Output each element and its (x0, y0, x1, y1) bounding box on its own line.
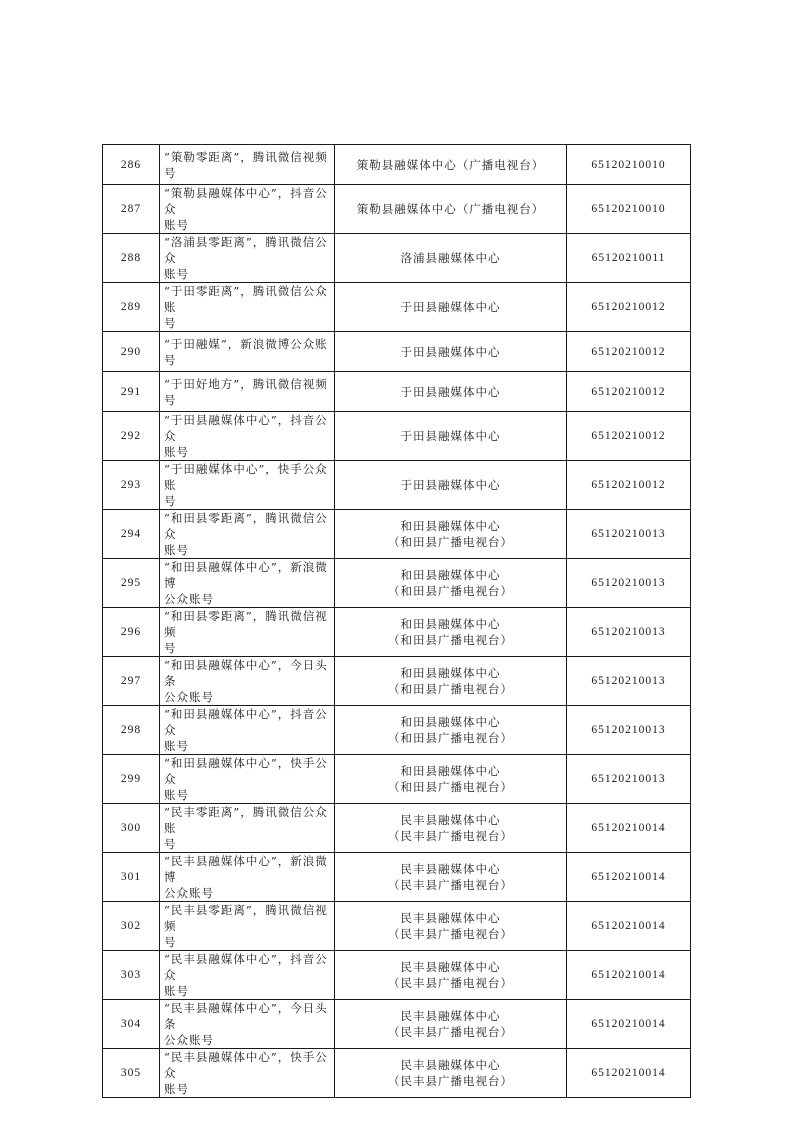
organization-cell-text: 于田县融媒体中心 (400, 429, 501, 443)
account-name-cell (160, 902, 335, 951)
account-name-cell-text: “洛浦县零距离”，腾讯微信公众 账号 (164, 235, 328, 281)
organization-cell (335, 234, 567, 283)
row-number-cell-text: 303 (120, 969, 142, 981)
account-name-cell (160, 332, 335, 372)
organization-cell-text: 策勒县融媒体中心（广播电视台） (356, 157, 545, 172)
account-name-cell (160, 804, 335, 853)
table-row (103, 559, 691, 608)
organization-cell (335, 185, 567, 234)
organization-cell-text: 民丰县融媒体中心 （民丰县广播电视台） (388, 911, 513, 941)
table-row (103, 1049, 691, 1098)
organization-cell-text: 洛浦县融媒体中心 (400, 251, 501, 265)
row-number-cell (103, 412, 160, 461)
table-row (103, 657, 691, 706)
row-number-cell (103, 657, 160, 706)
account-name-cell-text: “民丰县融媒体中心”，抖音公众 账号 (164, 952, 328, 998)
account-name-cell (160, 1000, 335, 1049)
organization-cell-text: 和田县融媒体中心 （和田县广播电视台） (388, 666, 513, 696)
license-code-cell-text: 65120210010 (591, 203, 666, 215)
organization-cell-text: 和田县融媒体中心 （和田县广播电视台） (388, 617, 513, 647)
license-code-cell (567, 657, 691, 706)
row-number-cell-text: 288 (120, 252, 142, 264)
table-row (103, 145, 691, 185)
table-row (103, 804, 691, 853)
organization-cell (335, 902, 567, 951)
row-number-cell-text: 297 (120, 675, 142, 687)
row-number-cell-text: 301 (120, 871, 142, 883)
organization-cell-text: 于田县融媒体中心 (400, 478, 501, 492)
row-number-cell (103, 332, 160, 372)
account-name-cell (160, 706, 335, 755)
license-code-cell-text: 65120210010 (591, 158, 666, 171)
registry-table-body (103, 145, 691, 1098)
account-name-cell (160, 657, 335, 706)
row-number-cell (103, 1049, 160, 1098)
license-code-cell-text: 65120210013 (591, 626, 666, 638)
license-code-cell-text: 65120210012 (591, 301, 666, 313)
license-code-cell-text: 65120210014 (591, 871, 666, 883)
row-number-cell (103, 185, 160, 234)
row-number-cell-text: 294 (120, 528, 142, 540)
license-code-cell (567, 608, 691, 657)
row-number-cell (103, 853, 160, 902)
organization-cell (335, 804, 567, 853)
account-name-cell (160, 608, 335, 657)
license-code-cell (567, 461, 691, 510)
account-name-cell (160, 185, 335, 234)
organization-cell (335, 706, 567, 755)
license-code-cell-text: 65120210013 (591, 528, 666, 540)
row-number-cell-text: 291 (120, 385, 142, 398)
table-row (103, 510, 691, 559)
table-row (103, 902, 691, 951)
row-number-cell-text: 296 (120, 626, 142, 638)
row-number-cell (103, 145, 160, 185)
organization-cell (335, 372, 567, 412)
row-number-cell (103, 755, 160, 804)
account-name-cell-text: “和田县融媒体中心”，今日头条 公众账号 (164, 658, 328, 704)
row-number-cell-text: 287 (120, 203, 142, 215)
row-number-cell (103, 804, 160, 853)
license-code-cell (567, 412, 691, 461)
license-code-cell-text: 65120210012 (591, 479, 666, 491)
organization-cell-text: 民丰县融媒体中心 （民丰县广播电视台） (388, 960, 513, 990)
row-number-cell-text: 300 (120, 822, 142, 834)
license-code-cell-text: 65120210011 (591, 252, 666, 264)
license-code-cell-text: 65120210014 (591, 920, 666, 932)
organization-cell-text: 民丰县融媒体中心 （民丰县广播电视台） (388, 862, 513, 892)
organization-cell (335, 510, 567, 559)
row-number-cell (103, 510, 160, 559)
table-row (103, 608, 691, 657)
license-code-cell (567, 1000, 691, 1049)
organization-cell (335, 283, 567, 332)
account-name-cell-text: “民丰县融媒体中心”，快手公众 账号 (164, 1050, 328, 1096)
organization-cell (335, 559, 567, 608)
account-name-cell-text: “策勒县融媒体中心”，抖音公众 账号 (164, 186, 328, 232)
organization-cell (335, 461, 567, 510)
license-code-cell (567, 559, 691, 608)
account-name-cell-text: “于田县融媒体中心”，抖音公众 账号 (164, 413, 328, 459)
license-code-cell-text: 65120210014 (591, 822, 666, 834)
license-code-cell (567, 372, 691, 412)
account-name-cell-text: “民丰县零距离”，腾讯微信视频 号 (164, 903, 328, 949)
organization-cell-text: 民丰县融媒体中心 （民丰县广播电视台） (388, 1058, 513, 1088)
table-row (103, 755, 691, 804)
table-row (103, 706, 691, 755)
license-code-cell (567, 145, 691, 185)
organization-cell-text: 策勒县融媒体中心（广播电视台） (356, 202, 545, 216)
account-name-cell-text: “民丰县融媒体中心”，今日头条 公众账号 (164, 1001, 328, 1047)
organization-cell-text: 和田县融媒体中心 （和田县广播电视台） (388, 519, 513, 549)
table-row (103, 185, 691, 234)
table-row (103, 283, 691, 332)
table-row (103, 332, 691, 372)
organization-cell (335, 657, 567, 706)
license-code-cell-text: 65120210014 (591, 969, 666, 981)
license-code-cell (567, 804, 691, 853)
organization-cell (335, 412, 567, 461)
organization-cell-text: 和田县融媒体中心 （和田县广播电视台） (388, 568, 513, 598)
row-number-cell-text: 302 (120, 920, 142, 932)
organization-cell (335, 332, 567, 372)
organization-cell (335, 1000, 567, 1049)
account-name-cell (160, 853, 335, 902)
account-name-cell (160, 1049, 335, 1098)
license-code-cell-text: 65120210012 (591, 345, 666, 358)
license-code-cell (567, 332, 691, 372)
organization-cell-text: 和田县融媒体中心 （和田县广播电视台） (388, 715, 513, 745)
license-code-cell-text: 65120210013 (591, 675, 666, 687)
account-name-cell-text: “于田零距离”，腾讯微信公众账 号 (164, 284, 328, 330)
row-number-cell-text: 299 (120, 773, 142, 785)
license-code-cell-text: 65120210014 (591, 1018, 666, 1030)
row-number-cell (103, 951, 160, 1000)
license-code-cell (567, 706, 691, 755)
organization-cell-text: 民丰县融媒体中心 （民丰县广播电视台） (388, 813, 513, 843)
account-name-cell-text: “和田县零距离”，腾讯微信公众 账号 (164, 511, 328, 557)
table-row (103, 372, 691, 412)
license-code-cell (567, 902, 691, 951)
table-row (103, 1000, 691, 1049)
organization-cell (335, 853, 567, 902)
license-code-cell-text: 65120210012 (591, 430, 666, 442)
account-name-cell-text: “和田县融媒体中心”，抖音公众 账号 (164, 707, 328, 753)
organization-cell-text: 民丰县融媒体中心 （民丰县广播电视台） (388, 1009, 513, 1039)
license-code-cell (567, 185, 691, 234)
table-row (103, 234, 691, 283)
row-number-cell-text: 289 (120, 301, 142, 313)
account-name-cell-text: “策勒零距离”，腾讯微信视频号 (164, 149, 328, 180)
organization-cell (335, 608, 567, 657)
row-number-cell (103, 902, 160, 951)
row-number-cell (103, 461, 160, 510)
row-number-cell (103, 559, 160, 608)
row-number-cell (103, 706, 160, 755)
row-number-cell (103, 372, 160, 412)
license-code-cell (567, 1049, 691, 1098)
license-code-cell-text: 65120210013 (591, 577, 666, 589)
row-number-cell (103, 283, 160, 332)
row-number-cell-text: 290 (120, 345, 142, 358)
account-name-cell-text: “民丰县融媒体中心”，新浪微博 公众账号 (164, 854, 328, 900)
account-name-cell-text: “于田好地方”，腾讯微信视频号 (164, 376, 328, 407)
row-number-cell-text: 298 (120, 724, 142, 736)
account-name-cell (160, 234, 335, 283)
organization-cell-text: 于田县融媒体中心 (400, 344, 501, 359)
account-name-cell-text: “和田县融媒体中心”，快手公众 账号 (164, 756, 328, 802)
license-code-cell-text: 65120210014 (591, 1067, 666, 1079)
organization-cell (335, 951, 567, 1000)
license-code-cell-text: 65120210013 (591, 773, 666, 785)
account-name-cell-text: “于田融媒”，新浪微博公众账号 (164, 336, 328, 367)
account-name-cell-text: “和田县零距离”，腾讯微信视频 号 (164, 609, 328, 655)
row-number-cell (103, 608, 160, 657)
license-code-cell (567, 510, 691, 559)
account-name-cell (160, 145, 335, 185)
license-code-cell (567, 283, 691, 332)
account-name-cell (160, 559, 335, 608)
license-code-cell (567, 234, 691, 283)
row-number-cell-text: 286 (120, 158, 142, 171)
account-name-cell-text: “民丰零距离”，腾讯微信公众账 号 (164, 805, 328, 851)
license-code-cell-text: 65120210012 (591, 385, 666, 398)
organization-cell (335, 145, 567, 185)
row-number-cell-text: 293 (120, 479, 142, 491)
organization-cell-text: 和田县融媒体中心 （和田县广播电视台） (388, 764, 513, 794)
table-row (103, 853, 691, 902)
row-number-cell-text: 305 (120, 1067, 142, 1079)
account-name-cell (160, 510, 335, 559)
organization-cell-text: 于田县融媒体中心 (400, 300, 501, 314)
organization-cell (335, 1049, 567, 1098)
row-number-cell-text: 304 (120, 1018, 142, 1030)
account-name-cell (160, 372, 335, 412)
license-code-cell-text: 65120210013 (591, 724, 666, 736)
account-name-cell (160, 283, 335, 332)
license-code-cell (567, 951, 691, 1000)
account-name-cell (160, 412, 335, 461)
row-number-cell (103, 234, 160, 283)
license-code-cell (567, 853, 691, 902)
row-number-cell-text: 295 (120, 577, 142, 589)
account-name-cell-text: “和田县融媒体中心”，新浪微博 公众账号 (164, 560, 328, 606)
row-number-cell-text: 292 (120, 430, 142, 442)
account-name-cell (160, 755, 335, 804)
account-name-cell (160, 461, 335, 510)
account-name-cell (160, 951, 335, 1000)
account-name-cell-text: “于田融媒体中心”，快手公众账 号 (164, 462, 328, 508)
registry-table (102, 144, 691, 1098)
organization-cell (335, 755, 567, 804)
table-row (103, 461, 691, 510)
organization-cell-text: 于田县融媒体中心 (400, 384, 501, 399)
table-row (103, 951, 691, 1000)
license-code-cell (567, 755, 691, 804)
row-number-cell (103, 1000, 160, 1049)
table-row (103, 412, 691, 461)
